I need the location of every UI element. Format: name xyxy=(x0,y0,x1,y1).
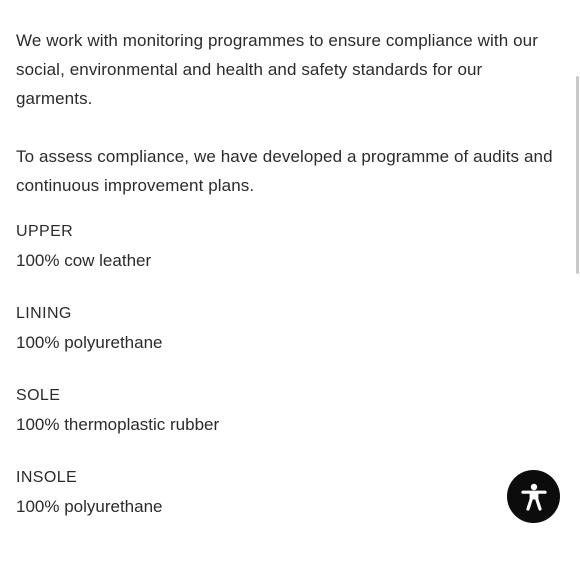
composition-item-upper xyxy=(16,221,561,303)
composition-value: 100% cow leather xyxy=(16,251,152,270)
composition-label: SOLE xyxy=(16,387,61,404)
scrollbar-thumb[interactable] xyxy=(576,76,579,274)
composition-item-insole xyxy=(16,467,561,549)
product-info-content xyxy=(16,26,561,549)
composition-list xyxy=(16,221,561,549)
composition-item-lining xyxy=(16,303,561,385)
accessibility-person-icon xyxy=(517,480,551,514)
composition-item-sole xyxy=(16,385,561,467)
composition-value: 100% polyurethane xyxy=(16,333,163,352)
composition-value: 100% polyurethane xyxy=(16,497,163,516)
composition-value: 100% thermoplastic rubber xyxy=(16,415,220,434)
scrollbar[interactable] xyxy=(574,0,580,580)
intro-paragraph-monitoring: We work with monitoring programmes to ensure compliance with our social, environmental and health and safety standards for our garments. xyxy=(16,31,538,108)
composition-label: LINING xyxy=(16,305,72,322)
intro-paragraph-audits: To assess compliance, we have developed a programme of audits and continuous improvement plans. xyxy=(16,147,553,195)
composition-label: INSOLE xyxy=(16,469,78,486)
composition-label: UPPER xyxy=(16,223,74,240)
accessibility-button[interactable] xyxy=(507,470,560,523)
